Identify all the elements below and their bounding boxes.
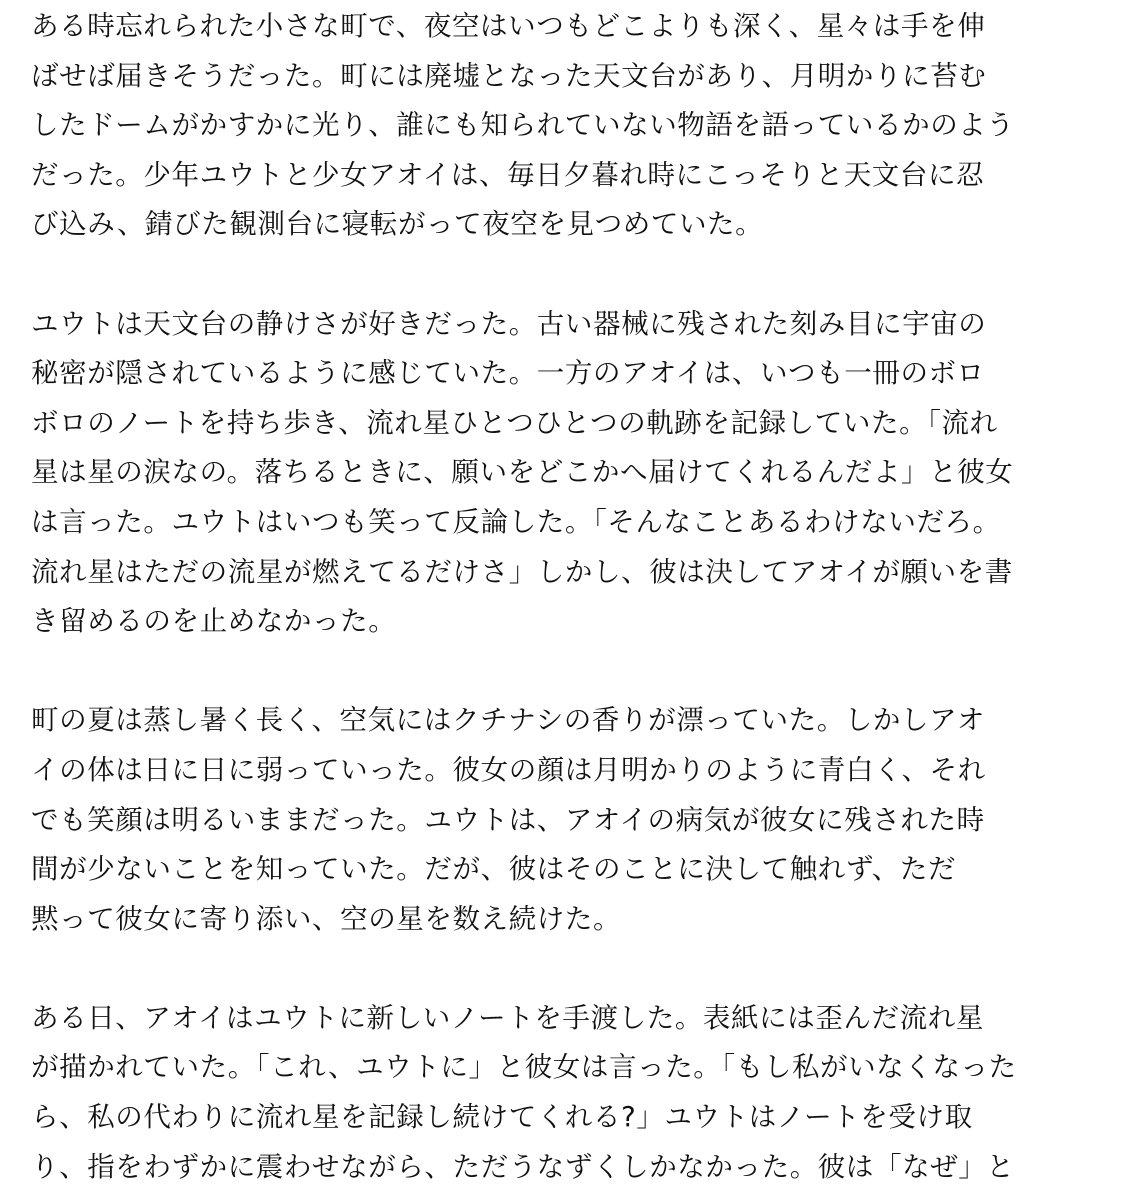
text-line: でも笑顔は明るいままだった。ユウトは、アオイの病気が彼女に残された時 <box>31 803 985 836</box>
text-line: イの体は日に日に弱っていった。彼女の顔は月明かりのように青白く、それ <box>31 753 986 786</box>
text-line: 町の夏は蒸し暑く長く、空気にはクチナシの香りが漂っていた。しかしアオ <box>31 704 986 737</box>
text-line: だった。少年ユウトと少女アオイは、毎日夕暮れ時にこっそりと天文台に忍 <box>31 158 985 191</box>
paragraph-4 <box>31 994 1121 1192</box>
text-line: ばせば届きそうだった。町には廃墟となった天文台があり、月明かりに苔む <box>31 59 987 92</box>
text-line: したドームがかすかに光り、誰にも知られていない物語を語っているかのよう <box>31 109 1015 142</box>
text-line: ユウトは天文台の静けさが好きだった。古い器械に残された刻み目に宇宙の <box>31 307 987 340</box>
text-line: 星は星の涙なの。落ちるときに、願いをどこかへ届けてくれるんだよ」と彼女 <box>31 456 1014 489</box>
text-line: ある日、アオイはユウトに新しいノートを手渡した。表紙には歪んだ流れ星 <box>31 1001 984 1034</box>
text-line: 流れ星はただの流星が燃えてるだけさ」しかし、彼は決してアオイが願いを書 <box>31 555 1013 588</box>
text-line: は言った。ユウトはいつも笑って反論した。「そんなことあるわけないだろ。 <box>31 505 1001 538</box>
text-line: ボロのノートを持ち歩き、流れ星ひとつひとつの軌跡を記録していた。「流れ <box>31 406 998 439</box>
story-text <box>31 2 1121 1200</box>
text-line: ら、私の代わりに流れ星を記録し続けてくれる?」ユウトはノートを受け取 <box>31 1101 973 1134</box>
paragraph-2 <box>31 300 1121 647</box>
text-line: び込み、錆びた観測台に寝転がって夜空を見つめていた。 <box>31 208 764 241</box>
text-line: り、指をわずかに震わせながら、ただうなずくしかなかった。彼は「なぜ」と <box>31 1150 1015 1183</box>
text-line: 秘密が隠されているように感じていた。一方のアオイは、いつも一冊のボロ <box>31 357 985 390</box>
paragraph-1 <box>31 2 1121 250</box>
text-line: 間が少ないことを知っていた。だが、彼はそのことに決して触れず、ただ <box>31 853 957 886</box>
paragraph-3 <box>31 696 1121 944</box>
text-line: 黙って彼女に寄り添い、空の星を数え続けた。 <box>31 902 622 935</box>
text-line: ある時忘れられた小さな町で、夜空はいつもどこよりも深く、星々は手を伸 <box>31 10 986 42</box>
text-line: き留めるのを止めなかった。 <box>31 605 397 638</box>
text-line: が描かれていた。「これ、ユウトに」と彼女は言った。「もし私がいなくなった <box>31 1051 1017 1084</box>
